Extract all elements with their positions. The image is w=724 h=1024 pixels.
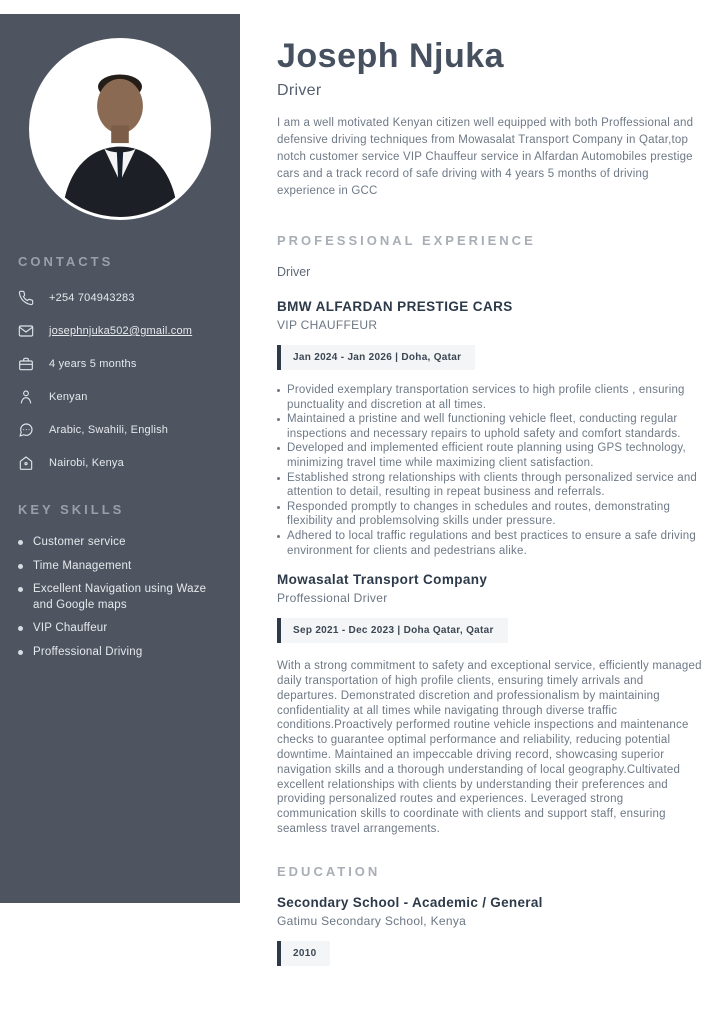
contact-row-nationality [0, 388, 240, 406]
briefcase-icon [18, 356, 34, 372]
nationality: Kenyan [49, 391, 88, 403]
person-icon [18, 389, 34, 405]
date-location-badge: Jan 2024 - Jan 2026 | Doha, Qatar [277, 345, 475, 370]
education-school: Gatimu Secondary School, Kenya [277, 913, 467, 928]
key-skills-section [0, 502, 240, 660]
skill-item [18, 645, 222, 661]
contact-list [0, 289, 240, 472]
main-content [277, 36, 703, 966]
mail-icon [18, 323, 34, 339]
skill-item [18, 582, 222, 613]
bullet-icon [18, 540, 23, 545]
location: Nairobi, Kenya [49, 457, 124, 469]
bullet-text: Provided exemplary transportation services to high profile clients , ensuring punctuality and discretion at all times. [287, 384, 685, 411]
job-entry [277, 572, 703, 837]
profile-summary: I am a well motivated Kenyan citizen well equipped with both Proffessional and defensive driving techniques from Mowasalat Transport Company in Qatar,top notch customer service VIP Chauffeur service in Alfardan Automobiles prestige cars and a track record of safe driving with 4 years 5 months of driving experience in GCC [277, 117, 694, 197]
job-bullet-list [277, 383, 703, 558]
bullet-icon [18, 626, 23, 631]
contact-row-location [0, 454, 240, 472]
bullet-text: Established strong relationships with clients through personalized service and attention to detail, resulting in repeat business and referrals. [287, 471, 698, 499]
contact-row-email [0, 322, 240, 340]
bullet-icon [277, 506, 280, 509]
company-name: Mowasalat Transport Company [277, 572, 488, 588]
job-entry [277, 299, 703, 558]
job-description: With a strong commitment to safety and exceptional service, efficiently managed daily transportation of high profile clients, ensuring timely arrivals and departures. Demonstrated discretion and professionalism by maintaining confidentiality at all times while navigating through diverse traffic conditions.Proactively performed routine vehicle inspections and maintenance checks to guarantee optimal performance and reliability, reducing potential downtime. Maintained an impeccable driving record, showcasing superior navigation skills and a thorough understanding of local geography.Cultivated excellent relationships with clients by understanding their preferences and providing personalized routes and experiences. Leveraged strong communication skills to coordinate with clients and support staff, ensuring seamless travel arrangements. [277, 660, 702, 835]
bullet-text: Adhered to local traffic regulations and best practices to ensure a safe driving environment for clients and pedestrians alike. [287, 529, 696, 557]
skill-list [0, 535, 240, 660]
skill-item [18, 621, 222, 637]
experience-duration: 4 years 5 months [49, 358, 137, 370]
avatar [29, 38, 211, 220]
date-location-badge: Sep 2021 - Dec 2023 | Doha Qatar, Qatar [277, 618, 508, 643]
bullet-icon [277, 418, 280, 421]
bullet-icon [18, 587, 23, 592]
languages: Arabic, Swahili, English [49, 424, 169, 436]
job-bullet [277, 383, 703, 412]
skill-label: Excellent Navigation using Waze and Google maps [33, 583, 207, 611]
section-title-experience: PROFESSIONAL EXPERIENCE [277, 233, 536, 248]
bullet-icon [277, 535, 280, 538]
section-title-education: EDUCATION [277, 863, 381, 879]
job-bullet [277, 471, 703, 500]
job-bullet [277, 529, 703, 558]
job-bullet [277, 500, 703, 529]
contact-row-phone [0, 289, 240, 307]
job-bullet [277, 412, 703, 441]
key-skills-title: KEY SKILLS [18, 502, 125, 517]
job-bullet [277, 441, 703, 470]
bullet-icon [18, 650, 23, 655]
skill-label: VIP Chauffeur [33, 622, 108, 634]
bullet-icon [277, 389, 280, 392]
candidate-role: Driver [277, 82, 322, 99]
home-icon [18, 455, 34, 471]
skill-label: Time Management [33, 559, 132, 572]
sidebar [0, 14, 240, 903]
skill-label: Proffessional Driving [33, 645, 143, 658]
education-degree: Secondary School - Academic / General [277, 894, 543, 910]
education-date-badge: 2010 [277, 941, 330, 966]
bullet-text: Maintained a pristine and well functioning vehicle fleet, conducting regular inspections and necessary repairs to uphold safety and comfort standards. [287, 413, 681, 440]
experience-subtitle: Driver [277, 265, 311, 279]
skill-item [18, 559, 222, 575]
company-name: BMW ALFARDAN PRESTIGE CARS [277, 299, 513, 314]
education-section [277, 864, 703, 966]
phone-number: +254 704943283 [49, 292, 135, 304]
skill-label: Customer service [33, 536, 126, 548]
bullet-text: Responded promptly to changes in schedules and routes, demonstrating flexibility and problemsolving skills under pressure. [287, 500, 671, 528]
profile-photo [32, 41, 208, 217]
bullet-icon [18, 564, 23, 569]
contacts-title: CONTACTS [18, 254, 114, 269]
bullet-icon [277, 447, 280, 450]
contacts-section [0, 254, 240, 472]
phone-icon [18, 290, 34, 306]
email-link[interactable]: josephnjuka502@gmail.com [49, 325, 193, 337]
candidate-name: Joseph Njuka [277, 37, 505, 75]
skill-item [18, 535, 222, 551]
language-icon [18, 422, 34, 438]
contact-row-languages [0, 421, 240, 439]
bullet-text: Developed and implemented efficient route planning using GPS technology, minimizing travel time while maximizing client satisfaction. [287, 442, 686, 469]
job-title: VIP CHAUFFEUR [277, 318, 378, 332]
contact-row-experience [0, 355, 240, 373]
job-title: Proffessional Driver [277, 591, 388, 606]
bullet-icon [277, 477, 280, 480]
